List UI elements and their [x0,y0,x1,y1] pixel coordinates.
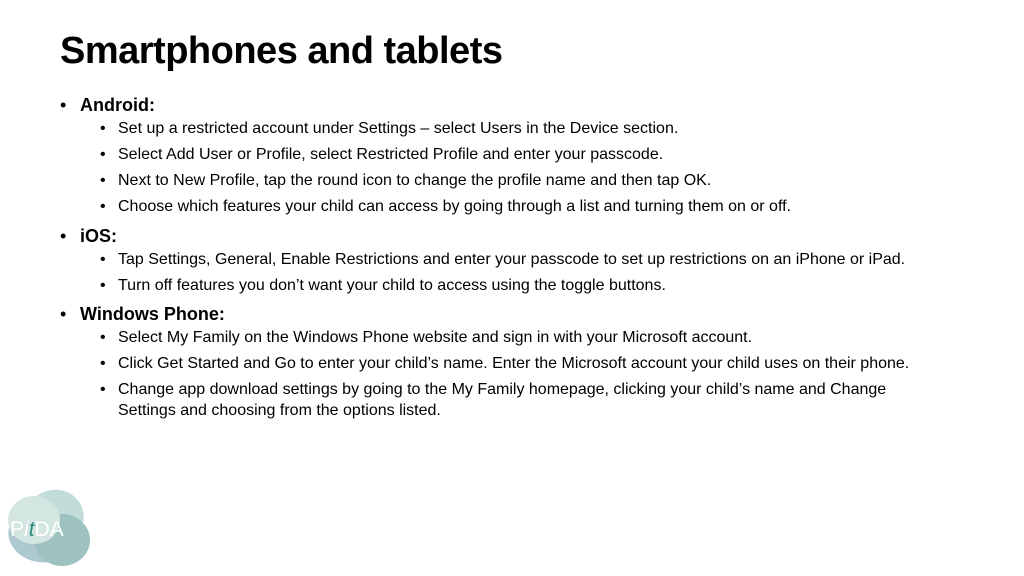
section-ios [60,224,960,297]
pitda-logo [4,482,100,572]
list-item: • Select Add User or Profile, select Restricted Profile and enter your passcode. [60,145,920,166]
section-heading: • iOS: [60,224,960,248]
logo-letter: t [28,518,35,541]
section-heading: • Android: [60,93,960,117]
slide-content [60,93,960,427]
section-windows-phone [60,302,960,421]
svg-text:PitDA [10,518,64,541]
bullet-list [60,328,960,421]
list-item: • Next to New Profile, tap the round icon to change the profile name and then tap OK. [60,171,920,192]
list-item: • Choose which features your child can access by going through a list and turning them on or off. [60,197,920,218]
section-heading: • Windows Phone: [60,302,960,326]
list-item: • Set up a restricted account under Settings – select Users in the Device section. [60,119,920,140]
logo-letter: P [10,518,25,541]
list-item: • Change app download settings by going to the My Family homepage, clicking your child’s name and Change Settings and choosing from the options listed. [60,380,920,421]
bullet-list [60,250,960,297]
list-item: • Click Get Started and Go to enter your child’s name. Enter the Microsoft account your child uses on their phone. [60,354,920,375]
list-item: • Select My Family on the Windows Phone website and sign in with your Microsoft account. [60,328,920,349]
logo-letter: DA [34,518,64,541]
list-item: • Tap Settings, General, Enable Restrictions and enter your passcode to set up restrictions on an iPhone or iPad. [60,250,920,271]
list-item: • Turn off features you don’t want your child to access using the toggle buttons. [60,276,920,297]
slide-title: Smartphones and tablets [60,30,503,72]
logo-letter: i [24,518,29,541]
section-android [60,93,960,218]
bullet-list [60,119,960,218]
